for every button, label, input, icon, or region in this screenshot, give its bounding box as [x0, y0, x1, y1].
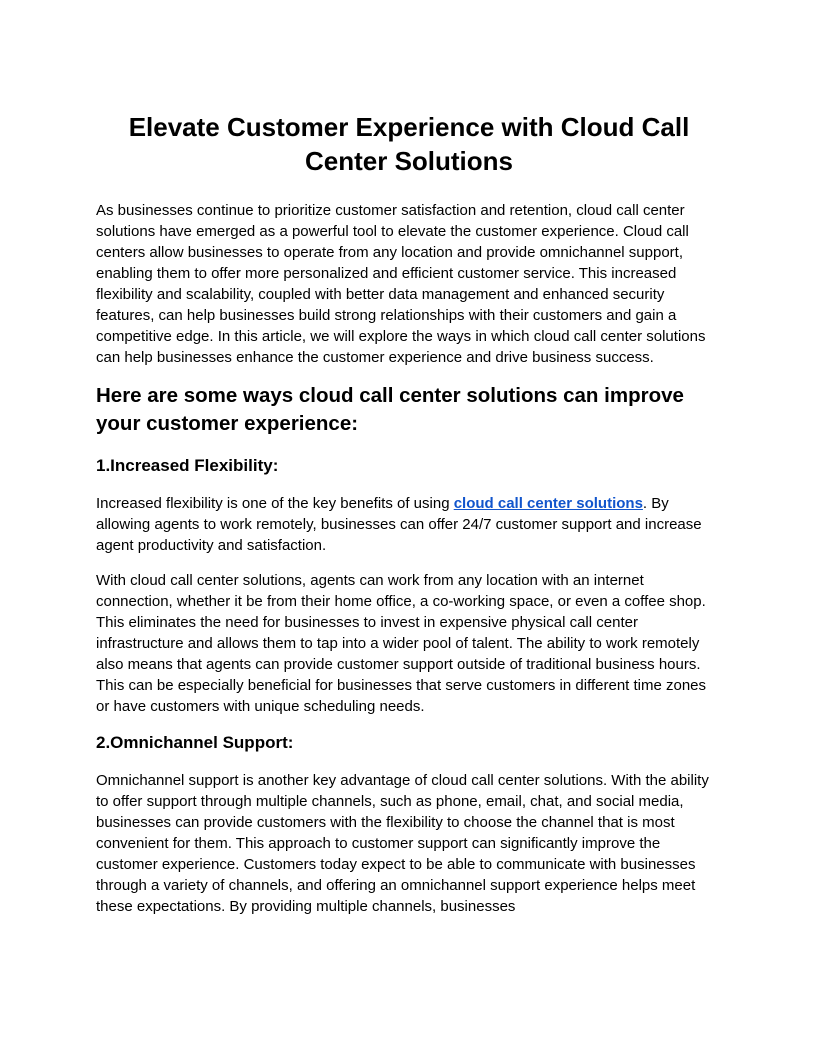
section-2-heading: 2.Omnichannel Support: [96, 733, 294, 752]
document-title: Elevate Customer Experience with Cloud Call Center Solutions [128, 112, 690, 176]
section-2-paragraph-1: Omnichannel support is another key advantage of cloud call center solutions. With the ability to offer support through multiple channels, such as phone, email, chat, and social media, businesses can provide customers with the flexibility to choose the channel that is most convenient for them. This approach to customer support can significantly improve the customer experience. Customers today expect to be able to communicate with businesses through a variety of channels, and offering an omnichannel support experience helps meet these expectations. By providing multiple channels, businesses [96, 772, 709, 915]
ways-subheading: Here are some ways cloud call center solutions can improve your customer experience: [96, 384, 684, 435]
section-1-paragraph-2: With cloud call center solutions, agents can work from any location with an internet connection, whether it be from their home office, a co-working space, or even a coffee shop. This eliminates the need for businesses to invest in expensive physical call center infrastructure and allows them to tap into a wider pool of talent. The ability to work remotely also means that agents can provide customer support outside of traditional business hours. This can be especially beneficial for businesses that serve customers in different time zones or have customers with unique scheduling needs. [96, 572, 707, 715]
section-1-p1-text-before: Increased flexibility is one of the key benefits of using [96, 495, 454, 512]
intro-paragraph: As businesses continue to prioritize customer satisfaction and retention, cloud call center solutions have emerged as a powerful tool to elevate the customer experience. Cloud call centers allow businesses to operate from any location and provide omnichannel support, enabling them to offer more personalized and efficient customer service. This increased flexibility and scalability, coupled with better data management and enhanced security features, can help businesses build strong relationships with their customers and gain a competitive edge. In this article, we will explore the ways in which cloud call center solutions can help businesses enhance the customer experience and drive business success. [96, 202, 706, 366]
cloud-call-center-solutions-link[interactable]: cloud call center solutions [453, 495, 643, 512]
section-1-heading: 1.Increased Flexibility: [96, 456, 279, 475]
document-page [96, 110, 722, 917]
section-1-paragraph-1 [96, 493, 722, 556]
section-1-p1-text-after: . By allowing agents to work remotely, businesses can offer 24/7 customer support and increase agent productivity and satisfaction. [96, 495, 702, 554]
